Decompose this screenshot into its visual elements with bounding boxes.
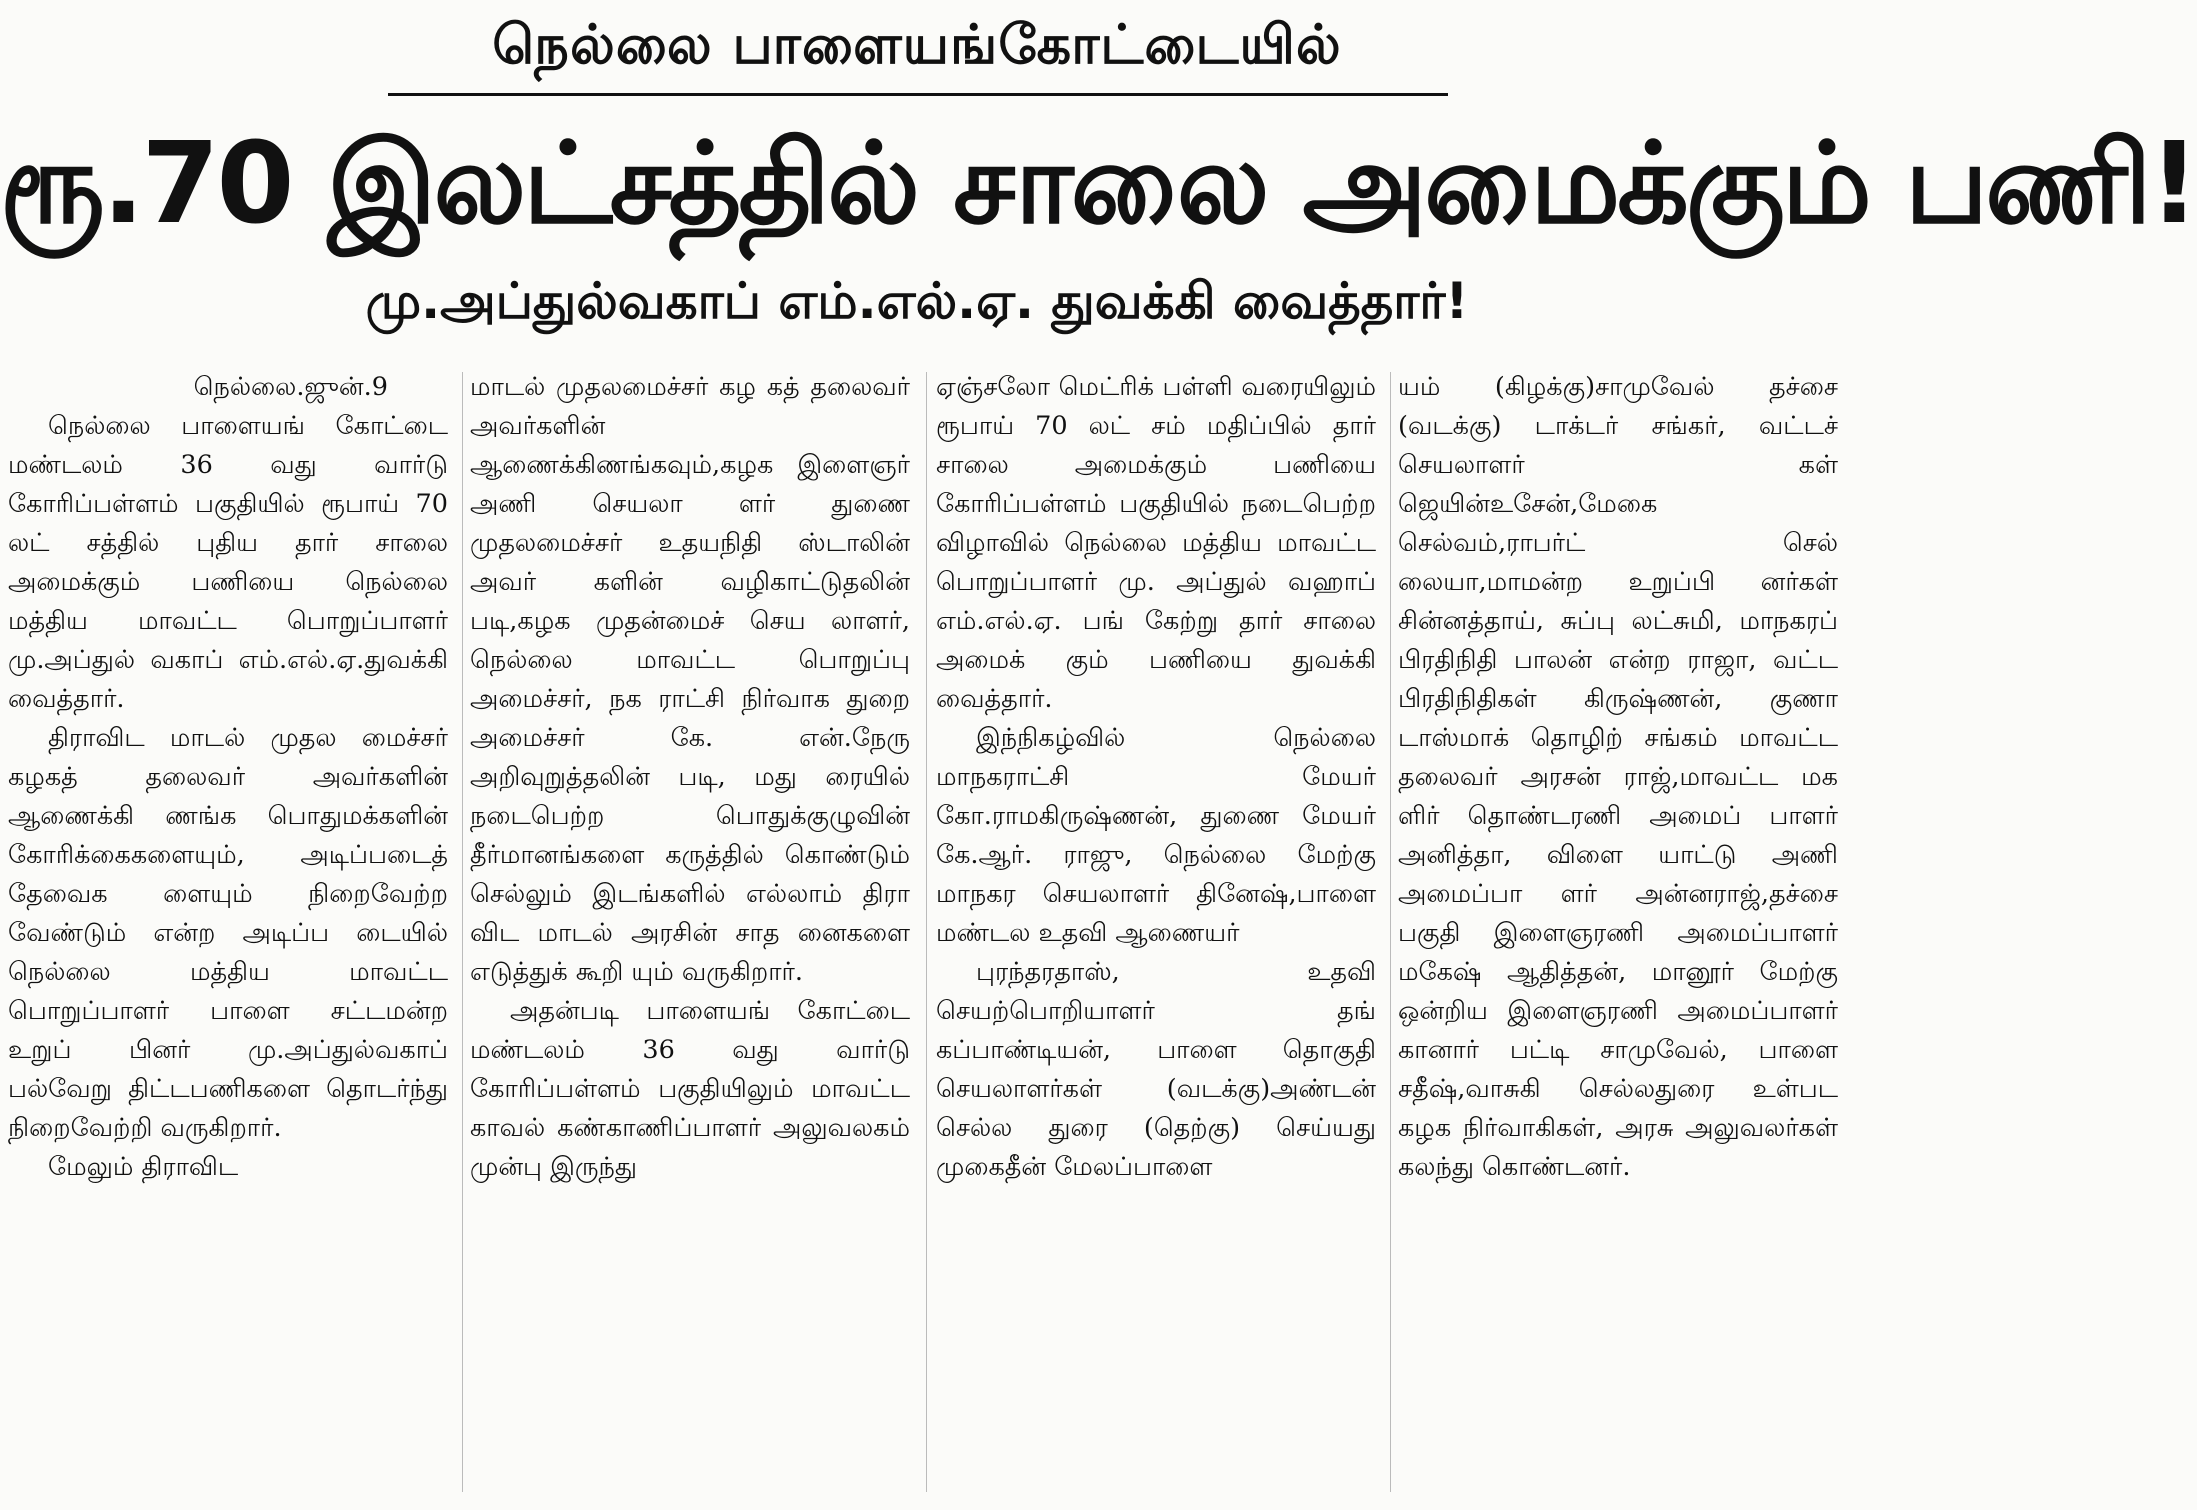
paragraph: மேலும் திராவிட	[48, 1152, 239, 1182]
paragraph: புரந்தரதாஸ், உதவி செயற்பொறியாளர் தங் கப்பாண்டியன், பாளை தொகுதி செயலாளர்கள் (வடக்கு)அண்டன் செல்ல துரை (தெற்கு) செய்யது முகைதீன் மேலப்பாளை	[936, 957, 1376, 1182]
paragraph: யம் (கிழக்கு)சாமுவேல் தச்சை (வடக்கு) டாக்டர் சங்கர், வட்டச் செயலாளர் கள் ஜெயின்உசேன்,மேகை செல்வம்,ராபர்ட் செல் லையா,மாமன்ற உறுப்பி னர்கள் சின்னத்தாய், சுப்பு லட்சுமி, மாநகரப் பிரதிநிதி பாலன் என்ற ராஜா, வட்ட பிரதிநிதிகள் கிருஷ்ணன், குணா டாஸ்மாக் தொழிற் சங்கம் மாவட்ட தலைவர் அரசன் ராஜ்,மாவட்ட மக ளிர் தொண்டரணி அமைப் பாளர் அனித்தா, விளை யாட்டு அணி அமைப்பா ளர் அன்னராஜ்,தச்சை பகுதி இளைஞரணி அமைப்பாளர் மகேஷ் ஆதித்தன், மானூர் மேற்கு ஒன்றிய இளைஞரணி அமைப்பாளர் கானார் பட்டி சாமுவேல், பாளை சதீஷ்,வாசுகி செல்லதுரை உள்பட கழக நிர்வாகிகள், அரசு அலுவலர்கள் கலந்து கொண்டனர்.	[1398, 372, 1838, 1182]
kicker-underline	[388, 93, 1448, 96]
dateline: நெல்லை.ஜுன்.9	[193, 372, 388, 402]
article-body	[8, 368, 1838, 1498]
article-column-2	[470, 368, 910, 1498]
paragraph: திராவிட மாடல் முதல மைச்சர் கழகத் தலைவர் அவர்களின் ஆணைக்கி ணங்க பொதுமக்களின் கோரிக்கைகளையும், அடிப்படைத் தேவைக ளையும் நிறைவேற்ற வேண்டும் என்ற அடிப்ப டையில் நெல்லை மத்திய மாவட்ட பொறுப்பாளர் பாளை சட்டமன்ற உறுப் பினர் மு.அப்துல்வகாப் பல்வேறு திட்டபணிகளை தொடர்ந்து நிறைவேற்றி வருகிறார்.	[8, 723, 448, 1143]
article-subhead: மு.அப்துல்வகாப் எம்.எல்.ஏ. துவக்கி வைத்தார்!	[365, 272, 1469, 330]
paragraph: ஏஞ்சலோ மெட்ரிக் பள்ளி வரையிலும் ரூபாய் 70 லட் சம் மதிப்பில் தார் சாலை அமைக்கும் பணியை கோரிப்பள்ளம் பகுதியில் நடைபெற்ற விழாவில் நெல்லை மத்திய மாவட்ட பொறுப்பாளர் மு. அப்துல் வஹாப் எம்.எல்.ஏ. பங் கேற்று தார் சாலை அமைக் கும் பணியை துவக்கி வைத்தார்.	[936, 372, 1376, 714]
article-column-3	[936, 368, 1376, 1498]
article-kicker: நெல்லை பாளையங்கோட்டையில்	[492, 13, 1342, 76]
paragraph: அதன்படி பாளையங் கோட்டை மண்டலம் 36 வது வார்டு கோரிப்பள்ளம் பகுதியிலும் மாவட்ட காவல் கண்காணிப்பாளர் அலுவலகம் முன்பு இருந்து	[470, 996, 910, 1182]
article-column-1	[8, 368, 448, 1498]
article-column-4	[1398, 368, 1838, 1498]
article-headline: ரூ.70 இலட்சத்தில் சாலை அமைக்கும் பணி!	[0, 119, 2197, 249]
paragraph: நெல்லை பாளையங் கோட்டை மண்டலம் 36 வது வார்டு கோரிப்பள்ளம் பகுதியில் ரூபாய் 70 லட் சத்தில் புதிய தார் சாலை அமைக்கும் பணியை நெல்லை மத்திய மாவட்ட பொறுப்பாளர் மு.அப்துல் வகாப் எம்.எல்.ஏ.துவக்கி வைத்தார்.	[8, 411, 448, 714]
paragraph: மாடல் முதலமைச்சர் கழ கத் தலைவர் அவர்களின் ஆணைக்கிணங்கவும்,கழக இளைஞர் அணி செயலா ளர் துணை முதலமைச்சர் உதயநிதி ஸ்டாலின் அவர் களின் வழிகாட்டுதலின் படி,கழக முதன்மைச் செய லாளர், நெல்லை மாவட்ட பொறுப்பு அமைச்சர், நக ராட்சி நிர்வாக துறை அமைச்சர் கே. என்.நேரு அறிவுறுத்தலின் படி, மது ரையில் நடைபெற்ற பொதுக்குழுவின் தீர்மானங்களை கருத்தில் கொண்டும் செல்லும் இடங்களில் எல்லாம் திரா விட மாடல் அரசின் சாத னைகளை எடுத்துக் கூறி யும் வருகிறார்.	[470, 372, 910, 987]
paragraph: இந்நிகழ்வில் நெல்லை மாநகராட்சி மேயர் கோ.ராமகிருஷ்ணன், துணை மேயர் கே.ஆர். ராஜு, நெல்லை மேற்கு மாநகர செயலாளர் தினேஷ்,பாளை மண்டல உதவி ஆணையர்	[936, 723, 1376, 948]
